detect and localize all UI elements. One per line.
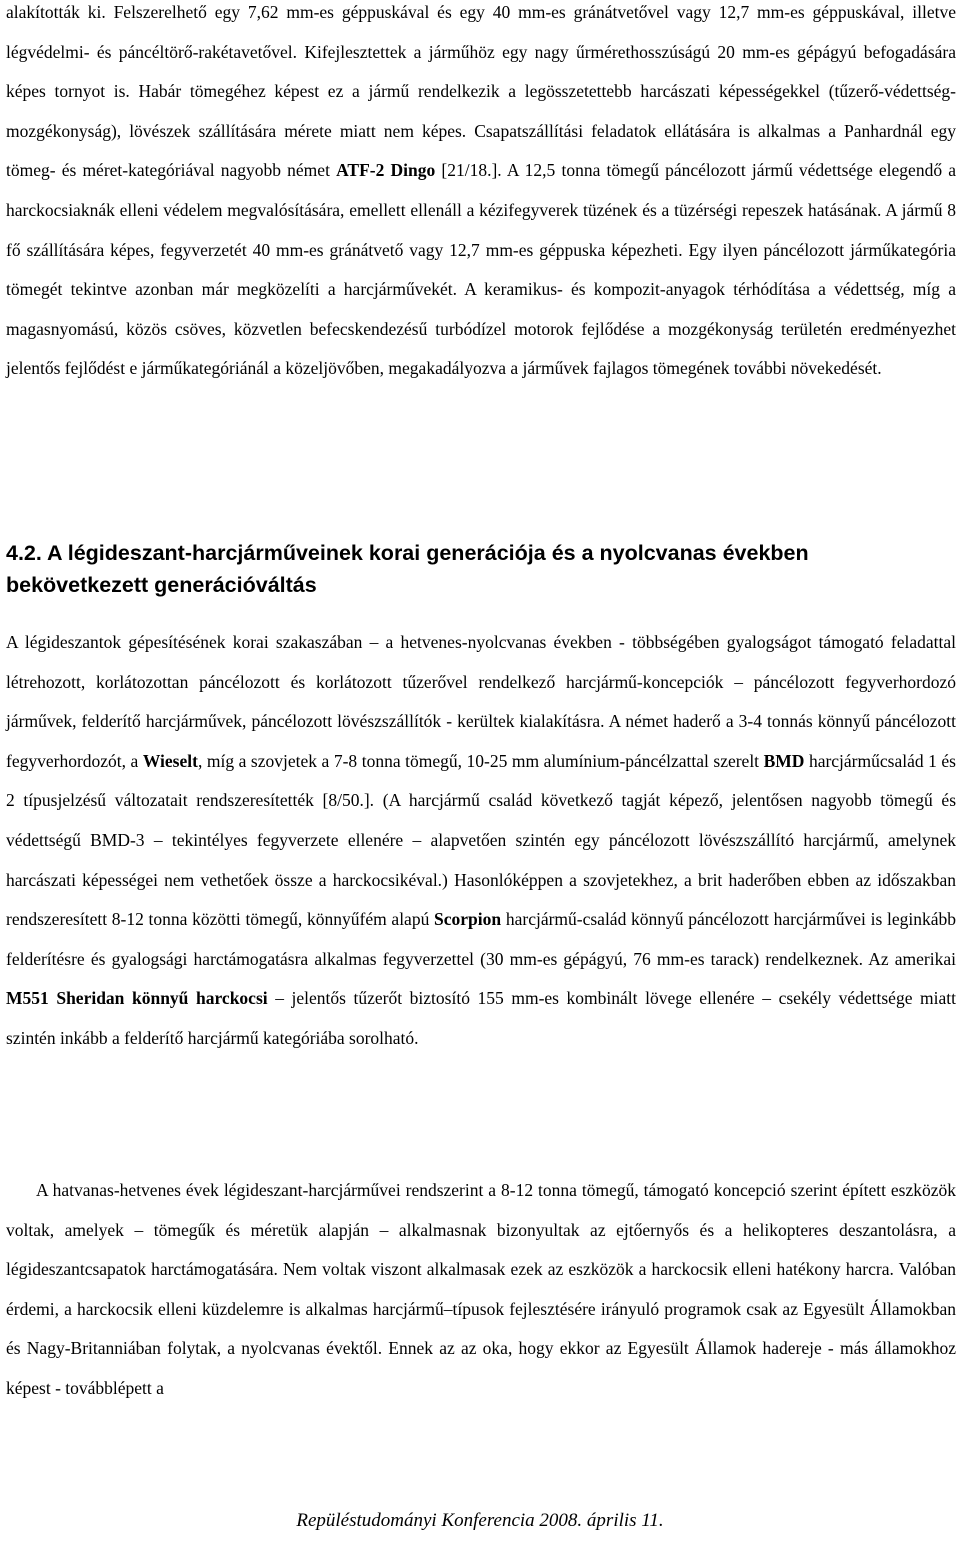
- paragraph-text: alakították ki. Felszerelhető egy 7,62 mm-es géppuskával és egy 40 mm-es gránátvetővel vagy 12,7 mm-es géppuskával, illetve légvédelmi- és páncéltörő-rakétavetővel. Kifejlesztettek a járműhöz egy nagy űrmérethosszúságú 20 mm-es gépágyú befogadására képes tornyot is. Habár tömegéhez képest ez a jármű rendelkezik a legösszetettebb harcászati képességekkel (tűzerő-védettség-mozgékonyság), lövészek szállítására mérete miatt nem képes. Csapatszállítási feladatok ellátására is alkalmas a Panhardnál egy tömeg- és méret-kategóriával nagyobb német: [6, 2, 956, 181]
- paragraph-vehicle-description: [6, 0, 956, 389]
- paragraph-text: harcjárműcsalád 1 és 2 típusjelzésű változatait rendszeresítették [8/50.]. (A harcjármű család következő tagját képező, jelentősen nagyobb tömegű és védettségű BMD-3 – tekintélyes fegyverzete ellenére – alapvetően szintén egy páncélozott lövészszállító harcjármű, amelynek harcászati képességei nem vethetőek össze a harckocsikéval.) Hasonlóképpen a szovjetekhez, a brit haderőben ebben az időszakban rendszeresített 8-12 tonna közötti tömegű, könnyűfém alapú: [6, 750, 956, 930]
- paragraph-text: – jelentős tűzerőt biztosító 155 mm-es kombinált lövege ellenére – csekély védettsége miatt szintén inkább a felderítő harcjármű kategóriába sorolható.: [6, 988, 957, 1048]
- bold-term-scorpion: Scorpion: [434, 909, 502, 930]
- page-footer: Repüléstudományi Konferencia 2008. április 11.: [296, 1510, 664, 1531]
- bold-term-m551-sheridan: M551 Sheridan könnyű harckocsi: [6, 988, 268, 1009]
- bold-term-wiesel: Wieselt: [142, 750, 198, 771]
- paragraph-text: [21/18.]. A 12,5 tonna tömegű páncélozott jármű védettsége elegendő a harckocsiaknák elleni védelem megvalósítására, emellett ellenáll a kézifegyverek tüzének és a tüzérségi repeszek hatásának. A jármű 8 fő szállítására képes, fegyverzetét 40 mm-es gránátvető vagy 12,7 mm-es géppuska képezheti. Egy ilyen páncélozott járműkategória tömegét tekintve azonban már megközelíti a harcjárművekét. A keramikus- és kompozit-anyagok térhódítása a védettség, míg a magasnyomású, közös csöves, közvetlen befecskendezésű turbódízel motorok fejlődése a mozgékonyság területén eredményezhet jelentős fejlődést e járműkategóriánál a közeljövőben, megakadályozva a járművek fajlagos tömegének további növekedését.: [6, 160, 956, 379]
- paragraph-text: A légideszantok gépesítésének korai szakaszában – a hetvenes-nyolcvanas években - többségében gyalogságot támogató feladattal létrehozott, korlátozottan páncélozott és korlátozott tűzerővel rendelkező harcjármű-koncepciók – páncélozott fegyverhordozó járművek, felderítő harcjárművek, páncélozott lövészszállítók - kerültek kialakításra. A német haderő a 3-4 tonnás könnyű páncélozott fegyverhordozót, a: [6, 632, 956, 771]
- bold-term-bmd: BMD: [763, 750, 805, 771]
- paragraph-sixties-seventies: A hatvanas-hetvenes évek légideszant-harcjárművei rendszerint a 8-12 tonna tömegű, támogató koncepció szerint épített eszközök voltak, amelyek – tömegűk és méretük alapján – alkalmasnak bizonyultak az ejtőernyős és a helikopteres deszantolásra, a légideszantcsapatok harctámogatására. Nem voltak viszont alkalmasak ezek az eszközök a harckocsik elleni hatékony harcra. Valóban érdemi, a harckocsik elleni küzdelemre is alkalmas harcjármű–típusok fejlesztésére irányuló programok csak az Egyesült Államokban és Nagy-Britanniában folytak, a nyolcvanas évektől. Ennek az az oka, hogy ekkor az Egyesült Államok hadereje - más államokhoz képest - továbblépett a: [6, 1180, 956, 1398]
- paragraph-text: harcjármű-család könnyű páncélozott harcjárművei is leginkább felderítésre és gyalogsági harctámogatásra alkalmas fegyverzettel (30 mm-es gépágyú, 76 mm-es tarack) rendelkeznek. Az amerikai: [6, 909, 956, 969]
- paragraph-text: , míg a szovjetek a 7-8 tonna tömegű, 10-25 mm alumínium-páncélzattal szerelt: [197, 750, 764, 771]
- paragraph-early-generation: [6, 623, 956, 1059]
- section-heading: 4.2. A légideszant-harcjárműveinek korai generációja és a nyolcvanas években bekövetkezett generációváltás: [6, 541, 809, 597]
- bold-term-atf2-dingo: ATF-2 Dingo: [336, 160, 436, 181]
